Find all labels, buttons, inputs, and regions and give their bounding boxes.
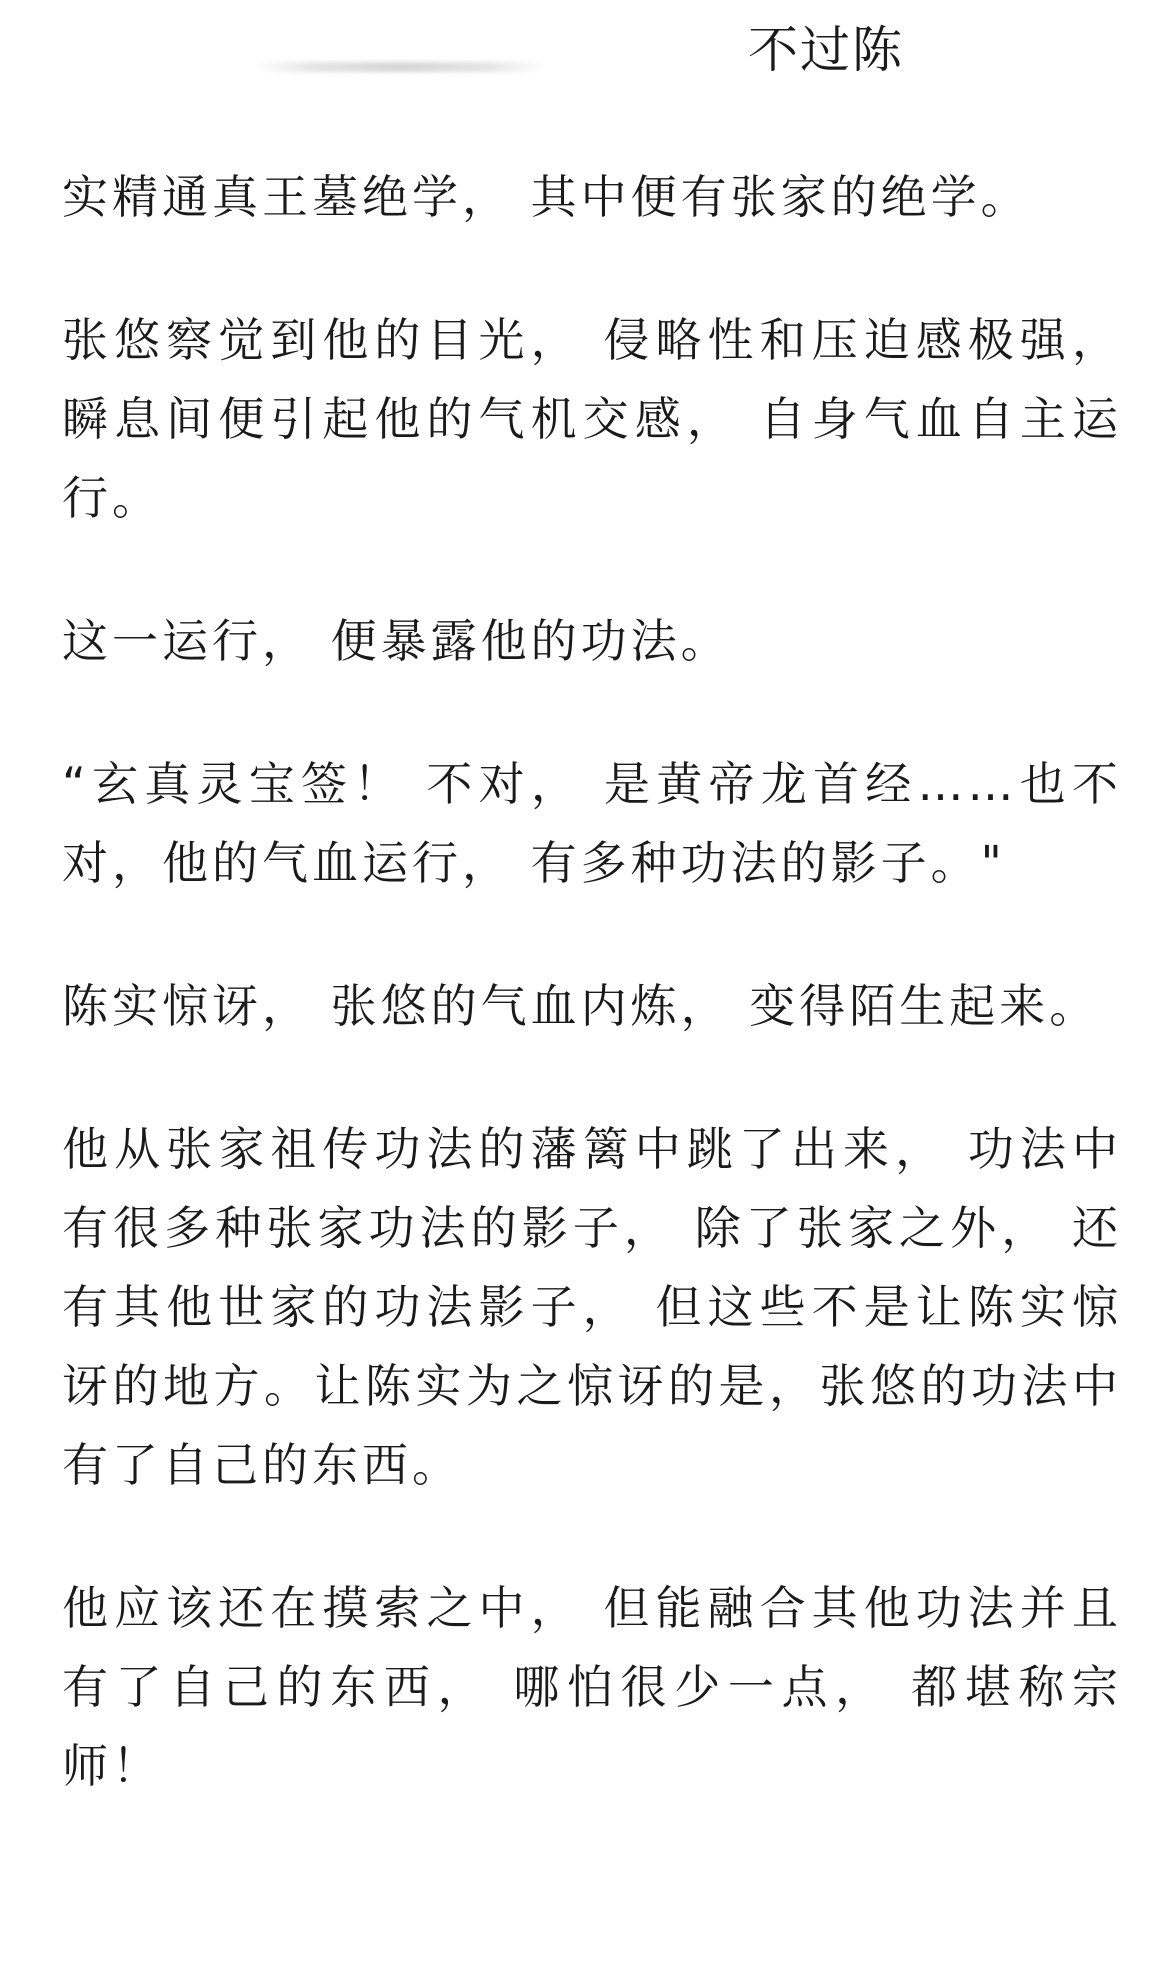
- cropped-top-line: 不过陈: [748, 21, 904, 79]
- paragraph-7: 他应该还在摸索之中， 但能融合其他功法并且有了自己的东西， 哪怕很少一点， 都堪称宗师！: [62, 1581, 1122, 1793]
- paragraph-1: 实精通真王墓绝学， 其中便有张家的绝学。: [62, 170, 1031, 224]
- paragraph-4: “玄真灵宝签！ 不对， 是黄帝龙首经……也不对，他的气血运行， 有多种功法的影子。": [62, 757, 1122, 890]
- article-body: [62, 158, 1122, 1806]
- paragraph-2: 张悠察觉到他的目光， 侵略性和压迫感极强， 瞬息间便引起他的气机交感， 自身气血自主运行。: [62, 313, 1122, 525]
- paragraph-5: 陈实惊讶， 张悠的气血内炼， 变得陌生起来。: [62, 979, 1100, 1033]
- paragraph-6: 他从张家祖传功法的藩篱中跳了出来， 功法中有很多种张家功法的影子， 除了张家之外， 还有其他世家的功法影子， 但这些不是让陈实惊讶的地方。让陈实为之惊讶的是，张悠的功法中有了自己的东西。: [62, 1122, 1122, 1492]
- cropped-text-remnant: [255, 62, 545, 72]
- paragraph-3: 这一运行， 便暴露他的功法。: [62, 614, 731, 668]
